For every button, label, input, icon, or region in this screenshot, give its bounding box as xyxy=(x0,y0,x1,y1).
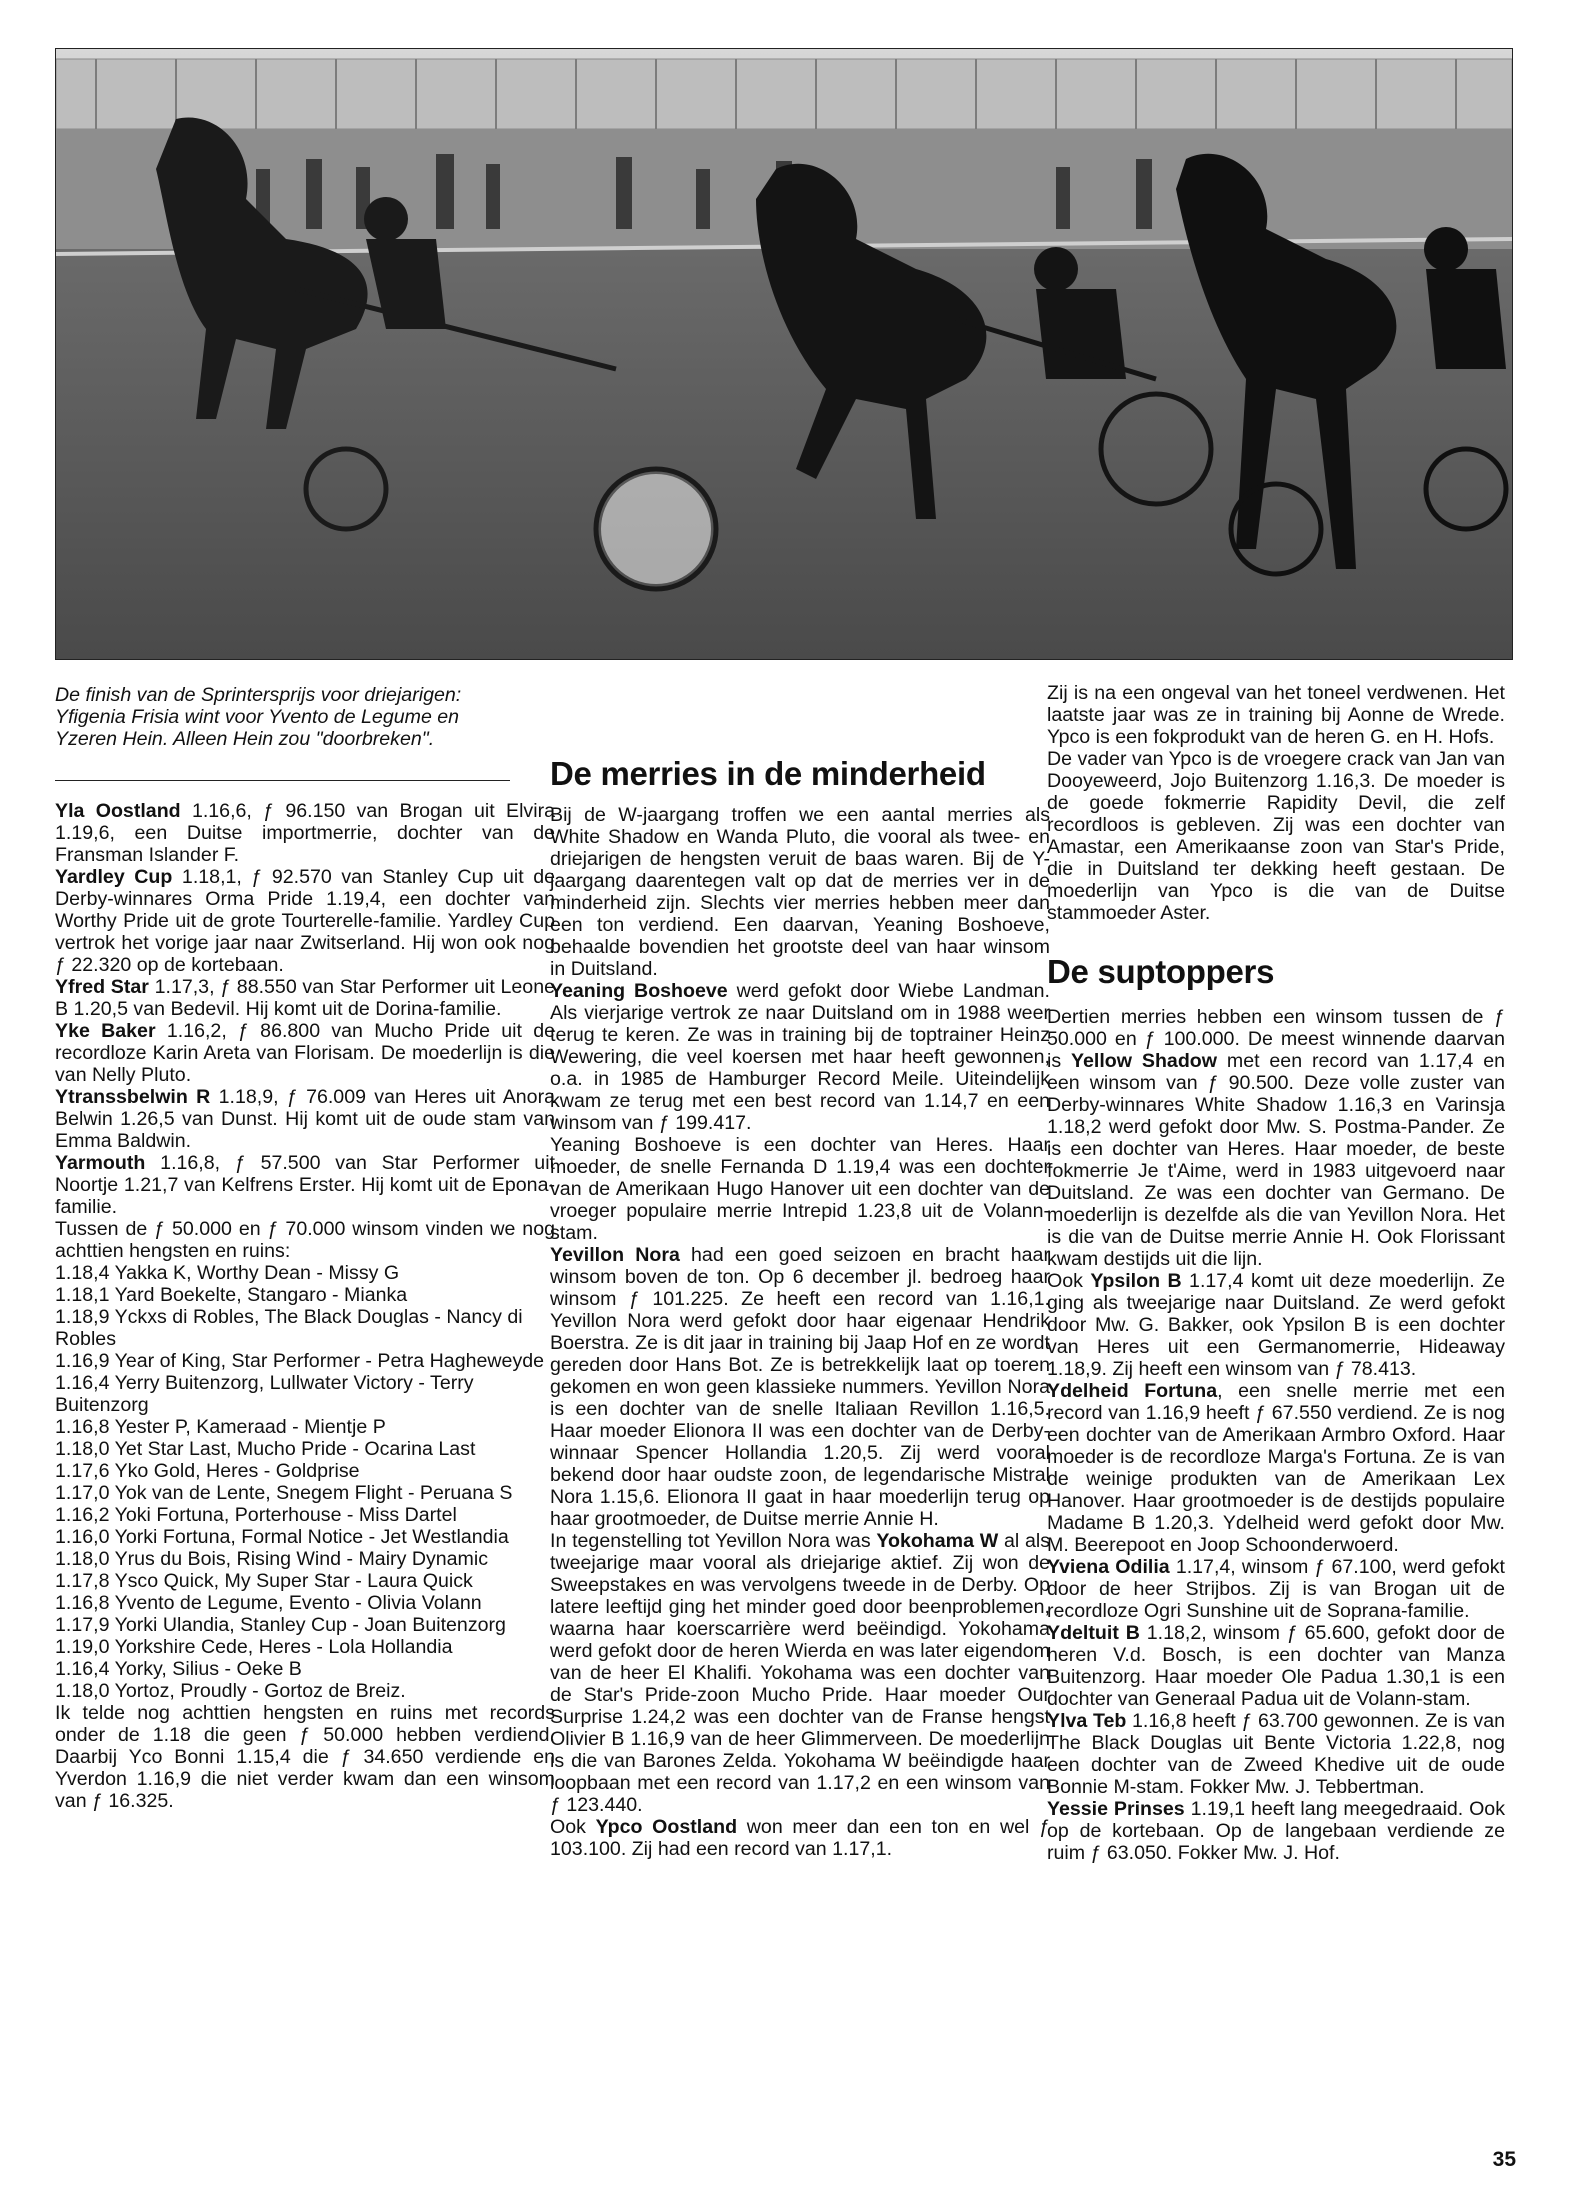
entry-paragraph: Yfred Star 1.17,3, ƒ 88.550 van Star Performer uit Leone B 1.20,5 van Bedevil. Hij komt uit de Dorina-familie. xyxy=(55,976,555,1020)
list-item: 1.16,4 Yerry Buitenzorg, Lullwater Victory - Terry Buitenzorg xyxy=(55,1372,474,1416)
entry-paragraph: Ytranssbelwin R 1.18,9, ƒ 76.009 van Heres uit Anora Belwin 1.26,5 van Dunst. Hij komt uit de oude stam van Emma Baldwin. xyxy=(55,1086,556,1152)
body-paragraph: De vader van Ypco is de vroegere crack van Jan van Dooyeweerd, Jojo Buitenzorg 1.16,3. De moeder is de goede fokmerrie Rapidity Devil, die zelf recordloos is gebleven. Zij was een dochter van Amastar, een Amerikaanse zoon van Star's Pride, die in Duitsland ter dekking heeft gestaan. De moederlijn van Ypco is die van de Duitse stammoeder Aster. xyxy=(1047,748,1505,924)
list-item: 1.17,8 Ysco Quick, My Super Star - Laura Quick xyxy=(55,1570,473,1592)
list-item: 1.16,9 Year of King, Star Performer - Petra Hagheweyde xyxy=(55,1350,545,1372)
column-2 xyxy=(550,752,1050,1860)
entry-paragraph: Yla Oostland 1.16,6, ƒ 96.150 van Brogan uit Elvira 1.19,6, een Duitse importmerrie, dochter van de Fransman Islander F. xyxy=(55,800,555,866)
list-item: 1.16,2 Yoki Fortuna, Porterhouse - Miss Dartel xyxy=(55,1504,457,1526)
list-item: 1.19,0 Yorkshire Cede, Heres - Lola Hollandia xyxy=(55,1636,453,1658)
entry-paragraph: Yke Baker 1.16,2, ƒ 86.800 van Mucho Pride uit de recordloze Karin Areta van Florisam. De moederlijn is die van Nelly Pluto. xyxy=(55,1020,555,1086)
body-paragraph: Ydelheid Fortuna, een snelle merrie met een record van 1.16,9 heeft ƒ 67.550 verdiend. Ze is nog een dochter van de Amerikaan Armbro Oxford. Haar moeder is de recordloze Marga's Fortuna. Ze is van de weinige produkten van de Amerikaan Lex Hanover. Haar grootmoeder is de destijds populaire Madame B 1.20,3. Ydelheid werd gefokt door Mw. M. Beerepoot en Joop Schoonderwoerd. xyxy=(1047,1380,1506,1556)
list-item: 1.16,0 Yorki Fortuna, Formal Notice - Jet Westlandia xyxy=(55,1526,509,1548)
list-item: 1.17,9 Yorki Ulandia, Stanley Cup - Joan Buitenzorg xyxy=(55,1614,506,1636)
body-paragraph: Dertien merries hebben een winsom tussen de ƒ 50.000 en ƒ 100.000. De meest winnende daarvan is Yellow Shadow met een record van 1.17,4 en een winsom van ƒ 90.500. Deze volle zuster van Derby-winnares White Shadow 1.16,3 en Varinsja 1.18,2 werd gefokt door Mw. S. Postma-Pander. Ze is een dochter van Heres. Haar moeder, de beste fokmerrie Je t'Aime, werd in 1983 uitgevoerd naar Duitsland. Ze was een dochter van Germano. De moederlijn is dezelfde als die van Yevillon Nora. Het is die van de Duitse merrie Annie H. Ook Florissant kwam destijds uit die lijn. xyxy=(1047,1006,1505,1270)
list-item: 1.18,4 Yakka K, Worthy Dean - Missy G xyxy=(55,1262,400,1284)
list-item: 1.18,0 Yortoz, Proudly - Gortoz de Breiz. xyxy=(55,1680,406,1702)
body-paragraph: Bij de W-jaargang troffen we een aantal merries als White Shadow en Wanda Pluto, die vooral als twee- en driejarigen de hengsten veruit de baas waren. Bij de Y-jaargang daarentegen valt op dat de merries ver in de minderheid zijn. Slechts vier merries hebben meer dan een ton verdiend. Een daarvan, Yeaning Boshoeve, behaalde bovendien het grootste deel van haar winsom in Duitsland. xyxy=(550,804,1050,980)
list-item: 1.16,8 Yvento de Legume, Evento - Olivia Volann xyxy=(55,1592,482,1614)
body-paragraph: Ook Ypco Oostland won meer dan een ton en wel ƒ 103.100. Zij had een record van 1.17,1. xyxy=(550,1816,1050,1860)
race-photo xyxy=(55,48,1513,660)
list-item: 1.18,0 Yrus du Bois, Rising Wind - Mairy Dynamic xyxy=(55,1548,489,1570)
entry-paragraph: Yardley Cup 1.18,1, ƒ 92.570 van Stanley Cup uit de Derby-winnares Orma Pride 1.19,4, een dochter van Worthy Pride uit de grote Tourterelle-familie. Yardley Cup vertrok het vorige jaar naar Zwitserland. Hij won ook nog ƒ 22.320 op de kortebaan. xyxy=(55,866,555,976)
body-paragraph: Ylva Teb 1.16,8 heeft ƒ 63.700 gewonnen. Ze is van The Black Douglas uit Bente Victoria 1.22,8, nog een dochter van de Zweed Khedive uit de oude Bonnie M-stam. Fokker Mw. J. Tebbertman. xyxy=(1047,1710,1505,1798)
list-item: 1.16,8 Yester P, Kameraad - Mientje P xyxy=(55,1416,386,1438)
body-paragraph: Zij is na een ongeval van het toneel verdwenen. Het laatste jaar was ze in training bij Aonne de Wrede. Ypco is een fokprodukt van de heren G. en H. Hofs. xyxy=(1047,682,1505,748)
list-item: 1.17,0 Yok van de Lente, Snegem Flight - Peruana S xyxy=(55,1482,513,1504)
list-item: 1.18,0 Yet Star Last, Mucho Pride - Ocarina Last xyxy=(55,1438,476,1460)
body-paragraph: Yevillon Nora had een goed seizoen en bracht haar winsom boven de ton. Op 6 december jl. bedroeg haar winsom ƒ 101.225. Ze heeft een record van 1.16,1. Yevillon Nora werd gefokt door haar eigenaar Hendrik Boerstra. Ze is dit jaar in training bij Jaap Hof en ze wordt gereden door Hans Bot. Ze is betrekkelijk laat op toeren gekomen en won geen klassieke nummers. Yevillon Nora is een dochter van de snelle Italiaan Revillon 1.16,5. Haar moeder Elionora II was een dochter van de Derby-winnaar Spencer Hollandia 1.20,5. Zij werd vooral bekend door haar oudste zoon, de legendarische Mistral Nora 1.15,6. Elionora II gaat in haar moederlijn terug op haar grootmoeder, de Duitse merrie Annie H. xyxy=(550,1244,1050,1530)
column-1 xyxy=(55,800,555,1812)
body-paragraph: Yviena Odilia 1.17,4, winsom ƒ 67.100, werd gefokt door de heer Strijbos. Zij is van Brogan uit de recordloze Ogri Sunshine uit de Soprana-familie. xyxy=(1047,1556,1505,1622)
body-paragraph: Yeaning Boshoeve is een dochter van Heres. Haar moeder, de snelle Fernanda D 1.19,4 was een dochter van de Amerikaan Hugo Hanover uit een dochter van de vroeger populaire merrie Intrepid 1.23,8 uit de Volann-stam. xyxy=(550,1134,1050,1244)
caption-divider xyxy=(55,780,510,781)
body-paragraph: Ook Ypsilon B 1.17,4 komt uit deze moederlijn. Ze ging als tweejarige naar Duitsland. Ze werd gefokt door Mw. G. Bakker, ook Ypsilon B is een dochter van Heres uit een Germanomerrie, Hideaway 1.18,9. Zij heeft een winsom van ƒ 78.413. xyxy=(1047,1270,1505,1380)
page-number: 35 xyxy=(1492,2148,1516,2171)
list-item: 1.16,4 Yorky, Silius - Oeke B xyxy=(55,1658,302,1680)
section-headline: De merries in de minderheid xyxy=(550,755,986,792)
body-paragraph: In tegenstelling tot Yevillon Nora was Yokohama W al als tweejarige maar vooral als driejarige aktief. Zij won de Sweepstakes en was vervolgens tweede in de Derby. Op latere leeftijd ging het minder goed door beenproblemen, waarna haar koerscarrière werd beëindigd. Yokohama werd gefokt door de heren Wierda en was later eigendom van de heer El Khalifi. Yokohama was een dochter van de Star's Pride-zoon Mucho Pride. Haar moeder Our Surprise 1.24,2 was een dochter van de Franse hengst Olivier B 1.16,9 van de heer Glimmerveen. De moederlijn is die van Barones Zelda. Yokohama W beëindigde haar loopbaan met een record van 1.17,2 en een winsom van ƒ 123.440. xyxy=(550,1530,1051,1816)
body-paragraph: Yessie Prinses 1.19,1 heeft lang meegedraaid. Ook op de kortebaan. Op de langebaan verdiende ze ruim ƒ 63.050. Fokker Mw. J. Hof. xyxy=(1047,1798,1506,1864)
section-headline: De suptoppers xyxy=(1047,953,1275,990)
stallion-list xyxy=(55,1262,555,1702)
body-paragraph: Yeaning Boshoeve werd gefokt door Wiebe Landman. Als vierjarige vertrok ze naar Duitsland om in 1988 weer terug te keren. Ze was in training bij de toptrainer Heinz Wewering, die veel koersen met haar heeft gewonnen, o.a. in 1985 de Hamburger Record Meile. Uiteindelijk kwam ze terug met een best record van 1.14,7 en een winsom van ƒ 199.417. xyxy=(550,980,1050,1134)
entry-paragraph: Yarmouth 1.16,8, ƒ 57.500 van Star Performer uit Noortje 1.21,7 van Kelfrens Erster. Hij komt uit de Epona-familie. xyxy=(55,1152,555,1218)
list-item: 1.18,1 Yard Boekelte, Stangaro - Mianka xyxy=(55,1284,408,1306)
body-paragraph: Ydeltuit B 1.18,2, winsom ƒ 65.600, gefokt door de heren V.d. Bosch, is een dochter van Manza Buitenzorg. Haar moeder Ole Padua 1.30,1 is een dochter van Generaal Padua uit de Volann-stam. xyxy=(1047,1622,1505,1710)
column-3 xyxy=(1047,682,1505,1864)
list-item: 1.18,9 Yckxs di Robles, The Black Douglas - Nancy di Robles xyxy=(55,1306,523,1350)
list-item: 1.17,6 Yko Gold, Heres - Goldprise xyxy=(55,1460,360,1482)
closing-paragraph: Ik telde nog achttien hengsten en ruins met records onder de 1.18 die geen ƒ 50.000 hebben verdiend. Daarbij Yco Bonni 1.15,4 die ƒ 34.650 verdiende en Yverdon 1.16,9 die niet verder kwam dan een winsom van ƒ 16.325. xyxy=(55,1702,555,1812)
photo-caption: De finish van de Sprintersprijs voor driejarigen: Yfigenia Frisia wint voor Yvento de Legume en Yzeren Hein. Alleen Hein zou "doorbreken". xyxy=(55,684,462,750)
entry-paragraph: Tussen de ƒ 50.000 en ƒ 70.000 winsom vinden we nog achttien hengsten en ruins: xyxy=(55,1218,555,1262)
